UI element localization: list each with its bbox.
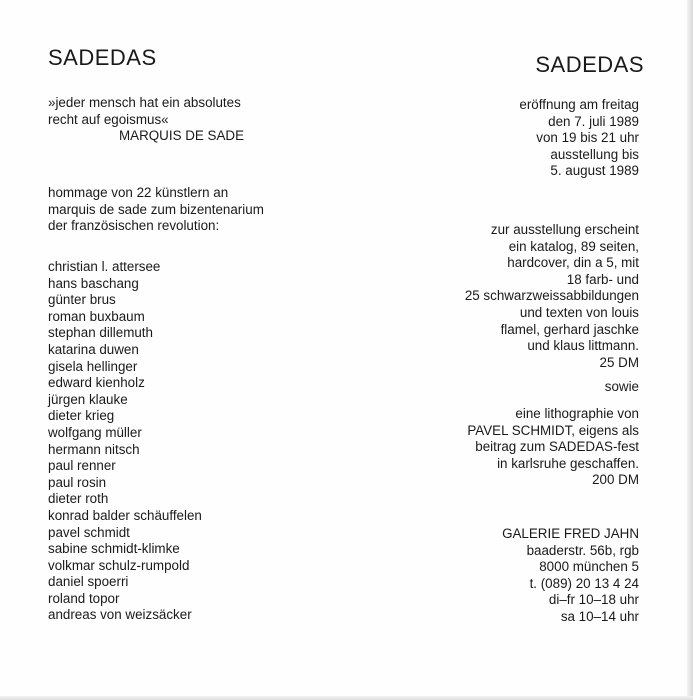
artist-name: edward kienholz [48,375,145,391]
hommage-line: der französischen revolution: [48,218,220,234]
gallery-city: 8000 münchen 5 [539,559,639,575]
artist-name: paul rosin [48,474,107,490]
artist-name: hermann nitsch [48,441,140,457]
catalog-line: ein katalog, 89 seiten, [508,238,639,254]
catalog-line: und klaus littmann. [527,338,639,354]
opening-line: ausstellung bis [550,146,639,162]
artist-name: dieter krieg [48,408,115,424]
hommage-text [48,185,264,235]
opening-line: von 19 bis 21 uhr [536,130,639,146]
artist-name: pavel schmidt [48,524,130,540]
opening-line: eröffnung am freitag [519,97,639,112]
litho-line: PAVEL SCHMIDT, eigens als [467,422,639,438]
quote-line: »jeder mensch hat ein absolutes [48,95,241,110]
artist-name: sabine schmidt-klimke [48,541,180,557]
sowie-line: sowie [604,379,639,394]
artist-name: dieter roth [48,491,109,507]
artist-list [48,259,202,624]
artist-name: wolfgang müller [48,424,142,440]
catalog-info [465,222,639,371]
artist-name: paul renner [48,458,116,474]
gallery-street: baaderstr. 56b, rgb [526,542,639,558]
page-edge-shadow [687,0,693,700]
artist-name: günter brus [48,292,116,308]
left-title: SADEDAS [48,45,157,70]
lithograph-info [467,406,639,489]
artist-name: konrad balder schäuffelen [48,507,202,523]
artist-name: stephan dillemuth [48,325,153,341]
litho-line: beitrag zum SADEDAS-fest [475,439,639,455]
quote-author: MARQUIS DE SADE [119,128,245,144]
gallery-hours: di–fr 10–18 uhr [548,592,639,608]
opening-line: 5. august 1989 [550,163,639,179]
artist-name: christian l. attersee [48,259,161,274]
artist-name: roland topor [48,590,120,606]
artist-name: andreas von weizsäcker [48,607,192,623]
artist-name: gisela hellinger [48,358,138,374]
quote-line: recht auf egoismus« [48,111,169,127]
litho-line: in karlsruhe geschaffen. [497,455,639,471]
gallery-address [502,526,639,626]
sowie-text [605,379,639,396]
right-title: SADEDAS [535,52,644,77]
litho-line: eine lithographie von [515,406,639,421]
artist-name: jürgen klauke [48,391,128,407]
catalog-line: und texten von louis [519,304,639,320]
hommage-line: hommage von 22 künstlern an [48,185,229,200]
artist-name: hans baschang [48,275,139,291]
gallery-phone: t. (089) 20 13 4 24 [529,575,639,591]
gallery-hours: sa 10–14 uhr [560,608,639,624]
artist-name: roman buxbaum [48,308,145,324]
quote-block [48,95,244,145]
hommage-line: marquis de sade zum bizentenarium [48,201,264,217]
catalog-price: 25 DM [599,354,639,370]
catalog-line: hardcover, din a 5, mit [507,255,639,271]
artist-name: volkmar schulz-rumpold [48,557,190,573]
catalog-line: 25 schwarzweissabbildungen [464,288,639,304]
artist-name: katarina duwen [48,341,139,357]
catalog-line: flamel, gerhard jaschke [500,321,639,337]
litho-price: 200 DM [592,472,639,488]
opening-line: den 7. juli 1989 [548,113,639,129]
catalog-line: 18 farb- und [566,271,639,287]
page-edge-shadow-bottom [0,696,693,700]
catalog-line: zur ausstellung erscheint [490,222,639,237]
gallery-name: GALERIE FRED JAHN [502,526,639,541]
opening-info [519,97,639,180]
artist-name: daniel spoerri [48,574,129,590]
